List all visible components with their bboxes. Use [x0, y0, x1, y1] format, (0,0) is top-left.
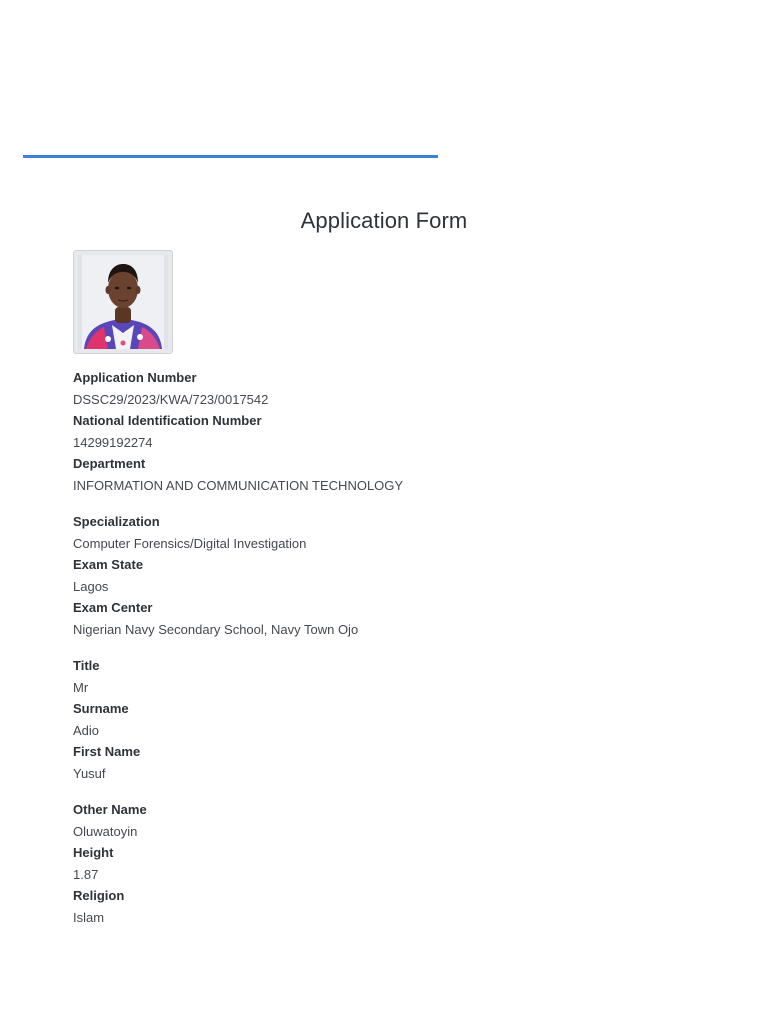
field-height: [73, 843, 713, 886]
field-value: Lagos: [73, 579, 109, 594]
application-details: [73, 368, 713, 929]
field-national-identification-number: [73, 411, 713, 454]
field-exam-state: [73, 555, 713, 598]
field-value: 1.87: [73, 867, 99, 882]
applicant-photo-frame: [73, 250, 173, 354]
field-value: Computer Forensics/Digital Investigation: [73, 536, 307, 551]
field-label: Other Name: [73, 802, 147, 817]
field-label: National Identification Number: [73, 413, 262, 428]
field-value: Mr: [73, 680, 89, 695]
field-title: [73, 656, 713, 699]
progress-bar: [23, 155, 438, 158]
field-exam-center: [73, 598, 713, 641]
field-label: Department: [73, 456, 146, 471]
field-religion: [73, 886, 713, 929]
field-value: Adio: [73, 723, 100, 738]
field-surname: [73, 699, 713, 742]
field-label: Exam State: [73, 557, 144, 572]
field-value: 14299192274: [73, 435, 153, 450]
field-value: Oluwatoyin: [73, 824, 138, 839]
page-title: Application Form: [300, 208, 468, 233]
field-label: Religion: [73, 888, 125, 903]
details-group: [73, 512, 713, 641]
field-label: Title: [73, 658, 100, 673]
field-specialization: [73, 512, 713, 555]
field-value: DSSC29/2023/KWA/723/0017542: [73, 392, 269, 407]
field-label: Exam Center: [73, 600, 153, 615]
field-department: [73, 454, 713, 497]
field-value: Yusuf: [73, 766, 106, 781]
field-label: Height: [73, 845, 114, 860]
field-value: Islam: [73, 910, 105, 925]
field-value: INFORMATION AND COMMUNICATION TECHNOLOGY: [73, 478, 404, 493]
field-label: First Name: [73, 744, 141, 759]
details-group: [73, 656, 713, 785]
field-label: Application Number: [73, 370, 197, 385]
field-value: Nigerian Navy Secondary School, Navy Town Ojo: [73, 622, 359, 637]
field-label: Surname: [73, 701, 129, 716]
applicant-photo-icon: [78, 255, 168, 349]
field-label: Specialization: [73, 514, 160, 529]
field-other-name: [73, 800, 713, 843]
applicant-photo: [78, 255, 168, 349]
field-first-name: [73, 742, 713, 785]
details-group: [73, 800, 713, 929]
details-group: [73, 368, 713, 497]
field-application-number: [73, 368, 713, 411]
